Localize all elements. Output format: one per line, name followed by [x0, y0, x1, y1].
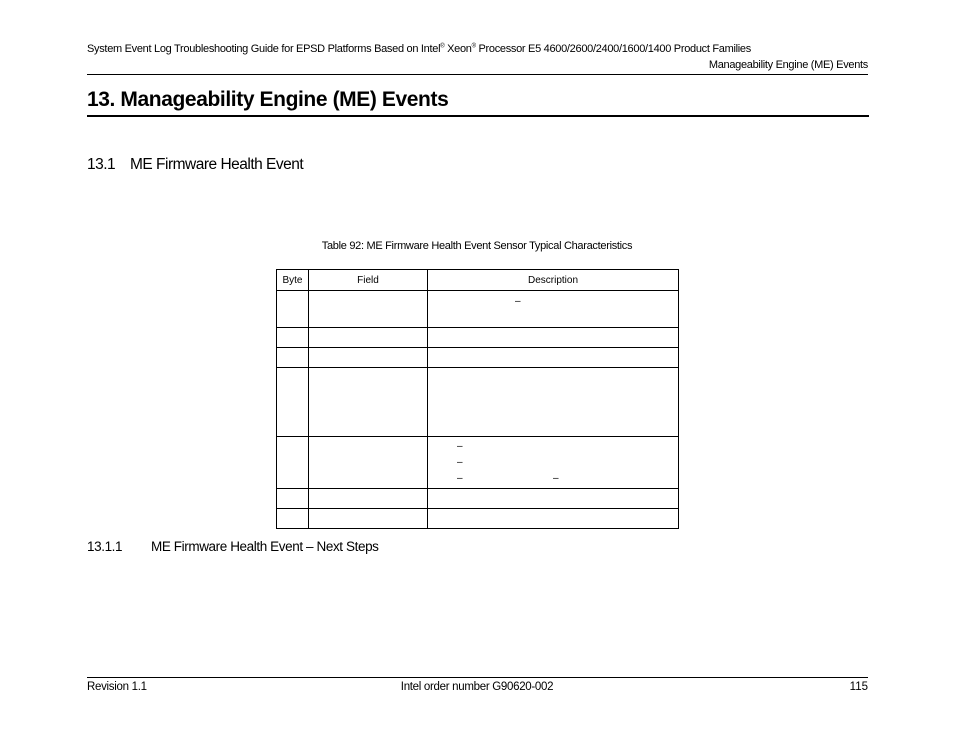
table-row — [277, 509, 679, 529]
header-title-part-1: System Event Log Troubleshooting Guide for EPSD Platforms Based on Intel — [87, 43, 441, 55]
table-cell — [277, 291, 309, 328]
footer-order-number: Intel order number G90620-002 — [400, 681, 554, 693]
table-cell — [428, 368, 679, 437]
table-row — [277, 291, 679, 328]
section-title: ME Firmware Health Event — [130, 156, 304, 173]
table-row — [277, 437, 679, 489]
header-title-part-3: Processor E5 4600/2600/2400/1600/1400 Product Families — [475, 43, 751, 55]
running-header-section: Manageability Engine (ME) Events — [708, 59, 868, 71]
table-cell — [309, 509, 428, 529]
dash-glyph: – — [457, 441, 463, 452]
table-header-row — [277, 270, 679, 291]
table-cell — [428, 291, 679, 328]
table-cell — [277, 368, 309, 437]
footer-revision: Revision 1.1 — [87, 681, 147, 693]
section-heading — [87, 156, 303, 174]
subsection-heading — [87, 539, 379, 554]
subsection-number: 13.1.1 — [87, 539, 123, 554]
table-cell — [309, 348, 428, 368]
dash-glyph: – — [457, 473, 463, 484]
subsection-title: ME Firmware Health Event – Next Steps — [151, 539, 379, 554]
table-cell — [277, 489, 309, 509]
table-cell — [277, 509, 309, 529]
table-cell — [309, 291, 428, 328]
registered-mark: ® — [471, 43, 476, 50]
dash-glyph: – — [553, 473, 559, 484]
table-cell — [309, 328, 428, 348]
header-byte: Byte — [277, 270, 309, 291]
characteristics-table — [276, 269, 679, 529]
header-rule — [87, 74, 868, 75]
footer-rule — [87, 677, 868, 678]
table-cell — [309, 437, 428, 489]
dash-glyph: – — [515, 296, 521, 307]
table-cell — [277, 437, 309, 489]
table-cell — [309, 489, 428, 509]
chapter-title: 13. Manageability Engine (ME) Events — [87, 88, 449, 111]
table-cell — [277, 348, 309, 368]
chapter-rule — [87, 115, 869, 117]
table-row — [277, 328, 679, 348]
registered-mark: ® — [440, 43, 445, 50]
table-cell — [309, 368, 428, 437]
header-description: Description — [428, 270, 679, 291]
header-title-part-2: Xeon — [444, 43, 472, 55]
table-cell — [428, 348, 679, 368]
table-cell — [277, 328, 309, 348]
table-row — [277, 368, 679, 437]
header-field: Field — [309, 270, 428, 291]
table-cell — [428, 328, 679, 348]
table-cell — [428, 489, 679, 509]
section-number: 13.1 — [87, 156, 116, 173]
table-caption: Table 92: ME Firmware Health Event Sensor Typical Characteristics — [321, 240, 633, 252]
dash-glyph: – — [457, 457, 463, 468]
running-header-title — [87, 43, 751, 55]
table-row — [277, 348, 679, 368]
footer-page-number: 115 — [849, 681, 868, 693]
table-cell — [428, 509, 679, 529]
table-row — [277, 489, 679, 509]
